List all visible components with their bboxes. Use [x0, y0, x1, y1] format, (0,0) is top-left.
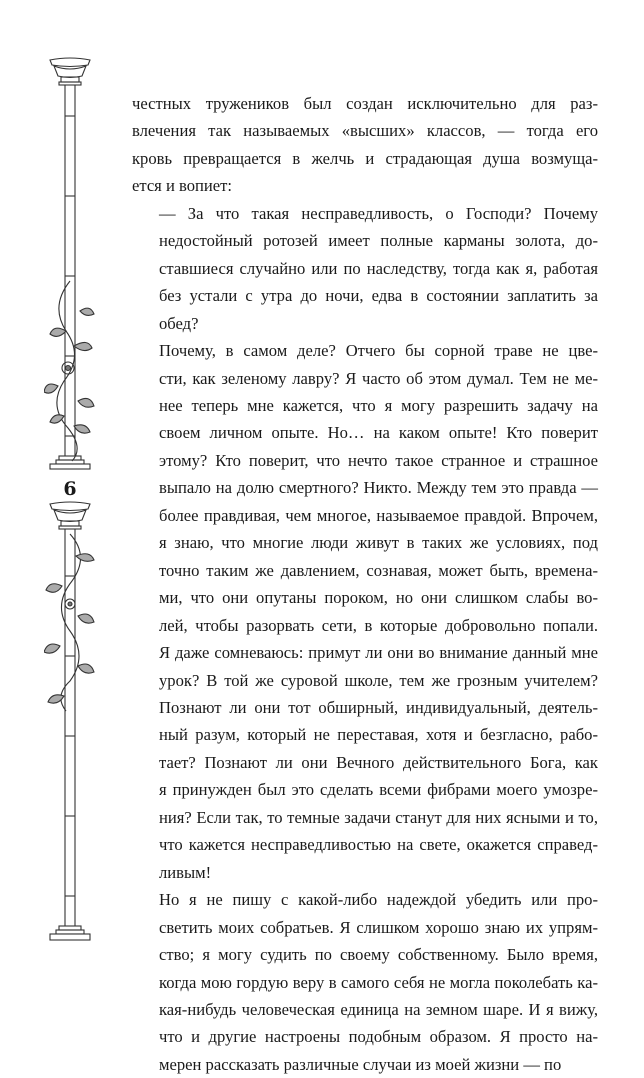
text-line: мерен рассказать различные случаи из моей жизни — по [159, 1054, 562, 1074]
column-capital-top-icon [50, 58, 90, 85]
text-line: ный разум, который не переставая, хотя и безгласно, рабо- [159, 725, 598, 745]
text-line: недостойный ротозей имеет полные карманы золота, до- [159, 231, 598, 251]
text-line: без устали с утра до ночи, едва в состоянии заплатить за [159, 286, 598, 306]
text-line: сти, как зеленому лавру? Я часто об этом думал. Тем не ме- [159, 368, 598, 388]
text-line: ство; я могу судить по своему собственному. Было время, [159, 945, 598, 965]
column-shaft-upper [65, 85, 75, 456]
column-base-upper [50, 456, 90, 469]
text-line: влечения так называемых «высших» классов, — тогда его [132, 121, 598, 141]
text-line: выпало на долю смертного? Никто. Между тем это правда — [159, 478, 598, 498]
paragraph [132, 886, 598, 1078]
text-line: Я даже сомневаюсь: примут ли они во внимание данный мне [159, 643, 598, 663]
text-line: когда мою гордую веру в самого себя не могла поколебать ка- [159, 972, 598, 992]
text-line: что и другие настроены подобным образом. Я просто на- [159, 1027, 598, 1047]
body-text [132, 90, 598, 1078]
text-line: Познают ли они тот обширный, индивидуальный, деятель- [159, 697, 598, 717]
text-line: Но я не пишу с какой-либо надеждой убедить или про- [159, 890, 598, 910]
paragraph [132, 90, 598, 200]
text-line: нее теперь мне кажется, что я могу разрешить задачу на [159, 395, 598, 415]
text-line: я принужден был это сделать всеми фибрами моего умозре- [159, 780, 598, 800]
page-number: 6 [63, 478, 77, 500]
vine-ornament-upper-icon [44, 281, 94, 461]
text-line: ставшиеся случайно или по наследству, тогда как я, работая [159, 258, 598, 278]
paragraph [132, 200, 598, 337]
text-line: обед? [159, 313, 199, 333]
vine-ornament-lower-icon [44, 534, 94, 711]
text-line: — За что такая несправедливость, о Господи? Почему [159, 203, 598, 223]
text-line: Почему, в самом деле? Отчего бы сорной траве не цве- [159, 341, 598, 361]
text-line: кровь превращается в желчь и страдающая душа возмуща- [132, 148, 598, 168]
text-line: лей, чтобы разорвать сети, в которые добровольно попали. [159, 615, 598, 635]
text-line: кая-нибудь человеческая единица на земном шаре. И я вижу, [159, 999, 598, 1019]
text-line: ливым! [159, 862, 212, 882]
text-line: точно таким же давлением, сознавая, может быть, времена- [159, 560, 598, 580]
text-line: честных тружеников был создан исключительно для раз- [132, 94, 598, 113]
text-line: ми, что они опутаны пороком, но они слишком слабы во- [159, 588, 598, 608]
text-line: что кажется несправедливостью на свете, окажется справед- [159, 835, 598, 855]
column-capital-lower-icon [50, 502, 90, 529]
column-base-lower [50, 926, 90, 940]
decorative-column [44, 56, 96, 946]
text-line: тает? Познают ли они Вечного действительного Бога, как [159, 752, 598, 772]
text-line: своем личном опыте. Но… на каком опыте! Кто поверит [159, 423, 598, 443]
text-line: светить моих собратьев. Я слишком хорошо знаю их упрям- [159, 917, 598, 937]
text-line: более правдивая, чем многое, называемое правдой. Впрочем, [159, 505, 598, 525]
paragraph [132, 337, 598, 886]
text-line: ния? Если так, то темные задачи станут для них ясными и то, [159, 807, 598, 827]
text-line: урок? В той же суровой школе, тем же грозным учителем? [159, 670, 598, 690]
text-line: этому? Кто поверит, что нечто такое странное и страшное [159, 450, 598, 470]
text-line: я знаю, что многие люди живут в таких же условиях, под [159, 533, 598, 553]
text-line: ется и вопиет: [132, 176, 233, 196]
